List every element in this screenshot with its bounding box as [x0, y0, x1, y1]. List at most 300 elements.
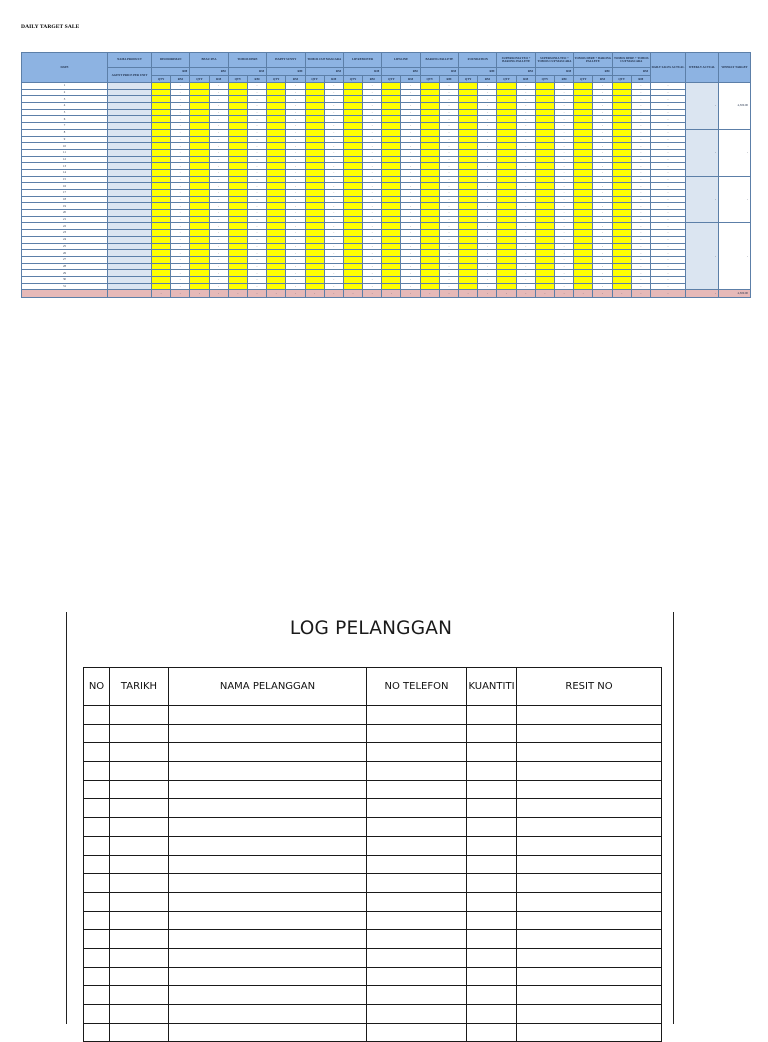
rm-cell: - [363, 136, 382, 143]
log-cell[interactable] [467, 818, 517, 837]
day-blank [108, 109, 152, 116]
qty-cell [305, 136, 324, 143]
rm-cell: - [555, 216, 574, 223]
log-cell[interactable] [84, 1023, 110, 1042]
qty-cell [228, 263, 247, 270]
day-blank [108, 129, 152, 136]
log-cell[interactable] [110, 743, 169, 762]
log-cell[interactable] [467, 743, 517, 762]
log-cell[interactable] [517, 724, 662, 743]
daily-sales-cell: - [650, 109, 685, 116]
rm-cell: - [516, 223, 535, 230]
qty-cell [343, 190, 362, 197]
qty-cell [382, 250, 401, 257]
qty-cell [190, 176, 209, 183]
log-cell[interactable] [110, 967, 169, 986]
log-cell[interactable] [84, 874, 110, 893]
log-cell[interactable] [110, 780, 169, 799]
qty-cell [228, 236, 247, 243]
qty-cell [190, 156, 209, 163]
qty-header: QTY [305, 76, 324, 83]
rm-cell: - [247, 230, 266, 237]
log-cell[interactable] [84, 724, 110, 743]
log-cell[interactable] [517, 874, 662, 893]
log-cell[interactable] [467, 930, 517, 949]
log-cell[interactable] [517, 780, 662, 799]
log-cell[interactable] [517, 836, 662, 855]
qty-cell [497, 96, 516, 103]
log-cell[interactable] [169, 930, 367, 949]
qty-cell [497, 223, 516, 230]
log-cell[interactable] [467, 855, 517, 874]
log-cell[interactable] [467, 911, 517, 930]
log-cell[interactable] [467, 799, 517, 818]
rm-cell: - [401, 223, 420, 230]
log-cell[interactable] [84, 762, 110, 781]
qty-cell [420, 176, 439, 183]
rm-cell: - [593, 196, 612, 203]
qty-cell [382, 136, 401, 143]
log-cell[interactable] [467, 967, 517, 986]
log-cell[interactable] [110, 874, 169, 893]
rm-cell: - [555, 210, 574, 217]
log-cell[interactable] [367, 911, 467, 930]
rm-cell: - [555, 176, 574, 183]
total-qty: - [535, 290, 554, 298]
log-column-header: NAMA PELANGGAN [169, 668, 367, 706]
qty-cell [420, 256, 439, 263]
qty-cell [612, 176, 631, 183]
qty-header: QTY [612, 76, 631, 83]
qty-cell [267, 156, 286, 163]
rm-cell: - [516, 203, 535, 210]
rm-cell: - [209, 283, 228, 290]
rm-cell: - [401, 149, 420, 156]
qty-cell [305, 190, 324, 197]
rm-header: RM [478, 76, 497, 83]
qty-cell [343, 230, 362, 237]
day-blank [108, 163, 152, 170]
qty-cell [190, 263, 209, 270]
log-cell[interactable] [367, 818, 467, 837]
log-cell[interactable] [169, 1023, 367, 1042]
log-cell[interactable] [517, 986, 662, 1005]
log-cell[interactable] [367, 874, 467, 893]
rm-cell: - [593, 83, 612, 90]
rm-cell: - [363, 149, 382, 156]
log-cell[interactable] [169, 818, 367, 837]
rm-cell: - [631, 123, 650, 130]
qty-cell [574, 276, 593, 283]
qty-cell [612, 250, 631, 257]
qty-cell [612, 243, 631, 250]
total-rm: - [516, 290, 535, 298]
qty-cell [574, 123, 593, 130]
qty-cell [574, 250, 593, 257]
qty-cell [535, 223, 554, 230]
log-cell[interactable] [110, 724, 169, 743]
log-cell[interactable] [169, 911, 367, 930]
qty-cell [459, 163, 478, 170]
log-cell[interactable] [367, 948, 467, 967]
total-qty: - [228, 290, 247, 298]
log-cell[interactable] [517, 855, 662, 874]
daily-sales-cell: - [650, 236, 685, 243]
qty-cell [305, 250, 324, 257]
product-name: FOUNDATION [459, 53, 497, 68]
log-cell[interactable] [367, 724, 467, 743]
rm-cell: - [478, 210, 497, 217]
log-cell[interactable] [169, 724, 367, 743]
qty-cell [459, 263, 478, 270]
log-cell[interactable] [110, 948, 169, 967]
rm-cell: - [401, 163, 420, 170]
qty-cell [420, 270, 439, 277]
qty-cell [228, 176, 247, 183]
rm-cell: - [401, 143, 420, 150]
log-cell[interactable] [367, 1005, 467, 1024]
log-cell[interactable] [169, 706, 367, 725]
rm-cell: - [555, 143, 574, 150]
qty-cell [267, 103, 286, 110]
log-cell[interactable] [467, 1023, 517, 1042]
log-cell[interactable] [517, 911, 662, 930]
rm-cell: - [478, 169, 497, 176]
qty-cell [152, 96, 171, 103]
rm-cell: - [439, 256, 458, 263]
log-cell[interactable] [84, 892, 110, 911]
log-cell[interactable] [467, 780, 517, 799]
qty-cell [497, 123, 516, 130]
day-blank [108, 143, 152, 150]
rm-header: RM [516, 76, 535, 83]
qty-cell [535, 143, 554, 150]
log-cell[interactable] [467, 874, 517, 893]
rm-cell: - [209, 129, 228, 136]
rm-header: RM [286, 76, 305, 83]
total-rm: - [324, 290, 343, 298]
log-cell[interactable] [367, 706, 467, 725]
total-rm: - [478, 290, 497, 298]
qty-cell [267, 143, 286, 150]
rm-cell: - [439, 89, 458, 96]
rm-cell: - [324, 216, 343, 223]
qty-cell [535, 123, 554, 130]
rm-cell: - [286, 196, 305, 203]
qty-cell [459, 270, 478, 277]
day-row [22, 216, 751, 223]
log-cell[interactable] [467, 706, 517, 725]
rm-cell: - [593, 149, 612, 156]
rm-cell: - [209, 210, 228, 217]
rm-cell: - [363, 243, 382, 250]
rm-cell: - [593, 176, 612, 183]
log-cell[interactable] [84, 930, 110, 949]
log-cell[interactable] [169, 1005, 367, 1024]
qty-cell [190, 129, 209, 136]
log-cell[interactable] [517, 799, 662, 818]
qty-cell [535, 183, 554, 190]
qty-cell [459, 183, 478, 190]
qty-cell [497, 243, 516, 250]
qty-cell [343, 183, 362, 190]
day-row [22, 143, 751, 150]
log-cell[interactable] [110, 911, 169, 930]
rm-cell: - [247, 270, 266, 277]
qty-cell [382, 123, 401, 130]
total-rm: - [555, 290, 574, 298]
qty-cell [267, 196, 286, 203]
log-cell[interactable] [110, 1023, 169, 1042]
log-cell[interactable] [84, 780, 110, 799]
qty-cell [343, 263, 362, 270]
qty-cell [459, 243, 478, 250]
log-cell[interactable] [110, 892, 169, 911]
qty-cell [305, 263, 324, 270]
qty-cell [612, 163, 631, 170]
log-cell[interactable] [467, 1005, 517, 1024]
rm-cell: - [401, 129, 420, 136]
log-cell[interactable] [467, 948, 517, 967]
log-cell[interactable] [84, 986, 110, 1005]
qty-cell [420, 136, 439, 143]
qty-cell [420, 83, 439, 90]
total-qty: - [420, 290, 439, 298]
rm-cell: - [324, 149, 343, 156]
rm-header: RM [171, 76, 190, 83]
log-cell[interactable] [367, 780, 467, 799]
rm-cell: - [401, 196, 420, 203]
rm-cell: - [286, 83, 305, 90]
log-cell[interactable] [84, 743, 110, 762]
qty-cell [343, 216, 362, 223]
log-cell[interactable] [110, 818, 169, 837]
log-cell[interactable] [110, 855, 169, 874]
log-cell[interactable] [367, 930, 467, 949]
daily-sales-cell: - [650, 176, 685, 183]
rm-cell: - [171, 203, 190, 210]
rm-cell: - [363, 236, 382, 243]
qty-cell [420, 123, 439, 130]
log-cell[interactable] [169, 967, 367, 986]
log-cell[interactable] [517, 818, 662, 837]
qty-cell [535, 196, 554, 203]
qty-cell [535, 216, 554, 223]
qty-header: QTY [459, 76, 478, 83]
product-name-label: NAMA PRODUCT [108, 53, 152, 68]
rm-cell: - [247, 83, 266, 90]
log-cell[interactable] [467, 892, 517, 911]
qty-cell [152, 196, 171, 203]
log-cell[interactable] [84, 911, 110, 930]
qty-cell [190, 136, 209, 143]
qty-cell [497, 163, 516, 170]
daily-sales-cell: - [650, 169, 685, 176]
log-cell[interactable] [517, 1005, 662, 1024]
log-cell[interactable] [84, 948, 110, 967]
qty-cell [305, 163, 324, 170]
rm-cell: - [593, 230, 612, 237]
day-row [22, 123, 751, 130]
log-cell[interactable] [169, 874, 367, 893]
log-cell[interactable] [169, 780, 367, 799]
qty-cell [228, 83, 247, 90]
rm-cell: - [324, 143, 343, 150]
rm-cell: - [209, 276, 228, 283]
rm-cell: - [324, 136, 343, 143]
log-cell[interactable] [367, 743, 467, 762]
rm-cell: - [593, 263, 612, 270]
total-rm: - [286, 290, 305, 298]
qty-cell [228, 223, 247, 230]
day-row [22, 169, 751, 176]
log-cell[interactable] [367, 799, 467, 818]
log-cell[interactable] [169, 836, 367, 855]
log-cell[interactable] [467, 762, 517, 781]
day-blank [108, 270, 152, 277]
qty-cell [152, 163, 171, 170]
qty-cell [420, 116, 439, 123]
qty-cell [152, 176, 171, 183]
rm-cell: - [209, 116, 228, 123]
rm-cell: - [171, 109, 190, 116]
qty-cell [574, 169, 593, 176]
log-cell[interactable] [367, 967, 467, 986]
qty-cell [459, 283, 478, 290]
qty-cell [228, 256, 247, 263]
day-number: 18 [22, 196, 108, 203]
log-cell[interactable] [367, 836, 467, 855]
log-cell[interactable] [517, 930, 662, 949]
log-cell[interactable] [517, 948, 662, 967]
daily-sales-cell: - [650, 116, 685, 123]
rm-cell: - [478, 83, 497, 90]
qty-cell [228, 163, 247, 170]
log-cell[interactable] [110, 706, 169, 725]
log-cell[interactable] [110, 762, 169, 781]
log-cell[interactable] [367, 986, 467, 1005]
qty-cell [305, 243, 324, 250]
rm-cell: - [555, 116, 574, 123]
log-cell[interactable] [467, 986, 517, 1005]
qty-cell [267, 203, 286, 210]
qty-cell [535, 163, 554, 170]
qty-cell [152, 129, 171, 136]
qty-cell [152, 109, 171, 116]
log-cell[interactable] [110, 986, 169, 1005]
log-cell[interactable] [84, 799, 110, 818]
rm-cell: - [555, 250, 574, 257]
qty-cell [420, 203, 439, 210]
log-cell[interactable] [84, 706, 110, 725]
log-cell[interactable] [367, 855, 467, 874]
rm-cell: - [478, 136, 497, 143]
log-cell[interactable] [517, 706, 662, 725]
log-cell[interactable] [84, 818, 110, 837]
qty-cell [420, 190, 439, 197]
qty-cell [267, 149, 286, 156]
qty-cell [152, 183, 171, 190]
rm-cell: - [478, 243, 497, 250]
rm-cell: - [593, 243, 612, 250]
log-cell[interactable] [169, 986, 367, 1005]
log-cell[interactable] [517, 743, 662, 762]
log-cell[interactable] [84, 967, 110, 986]
log-cell[interactable] [169, 892, 367, 911]
product-price: RM [612, 68, 650, 76]
log-cell[interactable] [467, 724, 517, 743]
rm-cell: - [439, 103, 458, 110]
log-cell[interactable] [84, 855, 110, 874]
product-price: RM [382, 68, 420, 76]
day-number: 23 [22, 230, 108, 237]
rm-cell: - [171, 116, 190, 123]
qty-cell [152, 203, 171, 210]
log-cell[interactable] [467, 836, 517, 855]
log-cell[interactable] [110, 1005, 169, 1024]
qty-cell [382, 236, 401, 243]
rm-cell: - [363, 196, 382, 203]
rm-cell: - [439, 223, 458, 230]
qty-cell [305, 143, 324, 150]
qty-cell [228, 270, 247, 277]
log-cell[interactable] [517, 1023, 662, 1042]
qty-cell [459, 136, 478, 143]
log-cell[interactable] [517, 762, 662, 781]
sheet-title: DAILY TARGET SALE [21, 24, 80, 30]
log-cell[interactable] [169, 948, 367, 967]
rm-cell: - [171, 243, 190, 250]
total-qty: - [305, 290, 324, 298]
daily-sales-cell: - [650, 83, 685, 90]
log-cell[interactable] [517, 967, 662, 986]
log-cell[interactable] [110, 799, 169, 818]
qty-cell [305, 123, 324, 130]
log-cell[interactable] [517, 892, 662, 911]
qty-cell [343, 163, 362, 170]
product-name: DEODORIMAN [152, 53, 190, 68]
day-row [22, 196, 751, 203]
log-cell[interactable] [169, 855, 367, 874]
log-cell[interactable] [84, 836, 110, 855]
log-cell[interactable] [169, 762, 367, 781]
log-cell[interactable] [367, 1023, 467, 1042]
qty-cell [535, 243, 554, 250]
rm-cell: - [247, 243, 266, 250]
log-cell[interactable] [367, 892, 467, 911]
qty-cell [382, 116, 401, 123]
qty-cell [459, 236, 478, 243]
qty-cell [574, 143, 593, 150]
log-cell[interactable] [367, 762, 467, 781]
qty-cell [612, 190, 631, 197]
log-cell[interactable] [110, 930, 169, 949]
qty-cell [574, 190, 593, 197]
log-cell[interactable] [169, 799, 367, 818]
rm-cell: - [401, 210, 420, 217]
qty-cell [267, 176, 286, 183]
log-cell[interactable] [169, 743, 367, 762]
rm-cell: - [439, 156, 458, 163]
qty-cell [267, 116, 286, 123]
rm-cell: - [516, 176, 535, 183]
log-cell[interactable] [110, 836, 169, 855]
rm-cell: - [324, 129, 343, 136]
log-cell[interactable] [84, 1005, 110, 1024]
weekly-actual-cell: - [685, 176, 718, 223]
rm-cell: - [439, 210, 458, 217]
day-number: 30 [22, 276, 108, 283]
